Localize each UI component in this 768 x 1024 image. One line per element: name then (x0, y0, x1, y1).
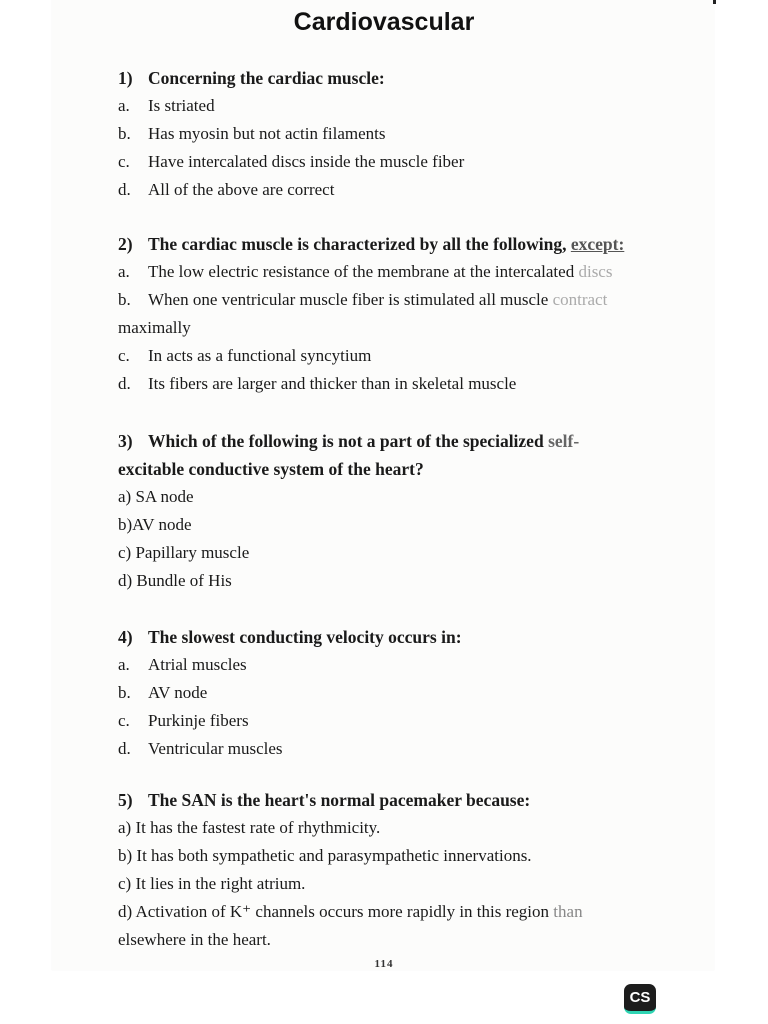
page-edge-mark (713, 0, 716, 4)
question-5 (118, 786, 686, 954)
question-1 (118, 64, 686, 204)
question-text: 2) The cardiac muscle is characterized by all the following, except: (118, 234, 625, 254)
except-keyword: except: (570, 234, 625, 254)
question-text: 3) Which of the following is not a part of the specialized self- (118, 431, 580, 451)
option-d: d) Bundle of His (118, 571, 232, 590)
option-a: a. Is striated (118, 96, 215, 115)
option-a: a. The low electric resistance of the membrane at the intercalated discs (118, 262, 613, 281)
option-a: a) It has the fastest rate of rhythmicity. (118, 818, 381, 837)
question-text: 4) The slowest conducting velocity occurs in: (118, 627, 462, 647)
page-title: Cardiovascular (293, 8, 475, 36)
option-d: d. All of the above are correct (118, 180, 335, 199)
option-b: b. AV node (118, 683, 208, 702)
camscanner-logo: CS (624, 984, 656, 1014)
option-d-continuation: elsewhere in the heart. (118, 930, 271, 949)
option-a: a) SA node (118, 487, 194, 506)
option-c: c. In acts as a functional syncytium (118, 346, 372, 365)
option-b: b. When one ventricular muscle fiber is stimulated all muscle contract (118, 290, 608, 309)
option-c: c. Purkinje fibers (118, 711, 249, 730)
question-text-line2: excitable conductive system of the heart? (118, 459, 424, 479)
option-c: c) It lies in the right atrium. (118, 874, 306, 893)
option-d: d) Activation of K⁺ channels occurs more rapidly in this region than (118, 902, 583, 921)
question-text: 5) The SAN is the heart's normal pacemaker because: (118, 790, 531, 810)
page-number: 114 (374, 958, 394, 970)
option-a: a. Atrial muscles (118, 655, 247, 674)
option-c: c. Have intercalated discs inside the muscle fiber (118, 152, 465, 171)
question-2 (118, 230, 686, 398)
option-b: b. Has myosin but not actin filaments (118, 124, 386, 143)
option-d: d. Ventricular muscles (118, 739, 283, 758)
question-text: 1) Concerning the cardiac muscle: (118, 68, 385, 88)
option-c: c) Papillary muscle (118, 543, 250, 562)
option-b: b) It has both sympathetic and parasympathetic innervations. (118, 846, 532, 865)
option-d: d. Its fibers are larger and thicker than in skeletal muscle (118, 374, 517, 393)
option-b-continuation: maximally (118, 318, 191, 337)
question-3 (118, 427, 686, 595)
question-4 (118, 623, 686, 763)
option-b: b)AV node (118, 515, 192, 534)
